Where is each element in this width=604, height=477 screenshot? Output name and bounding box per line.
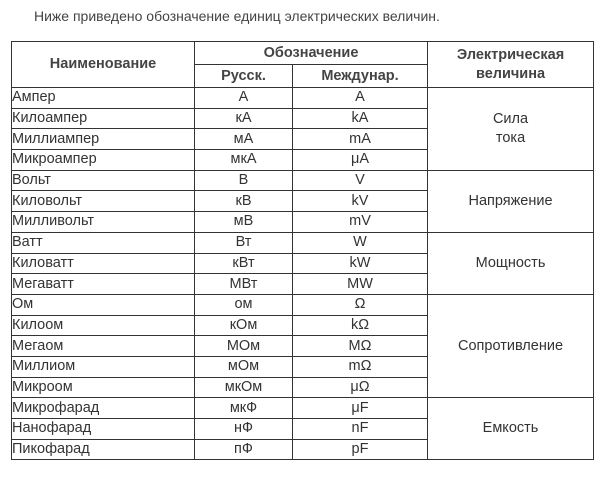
russian-symbol-cell: МВт [195, 274, 293, 295]
unit-name-cell: Мегаватт [12, 274, 195, 295]
international-symbol-cell: W [293, 232, 428, 253]
unit-name-cell: Ом [12, 294, 195, 315]
russian-symbol-cell: кА [195, 108, 293, 129]
table-row [12, 88, 594, 109]
unit-name-cell: Киловольт [12, 191, 195, 212]
international-symbol-cell: mΩ [293, 356, 428, 377]
quantity-label-line: Сила [492, 110, 529, 127]
international-symbol-cell: MΩ [293, 336, 428, 357]
russian-symbol-cell: мкОм [195, 377, 293, 398]
header-name: Наименование [12, 42, 195, 88]
table-row [12, 170, 594, 191]
russian-symbol-cell: мВ [195, 212, 293, 233]
russian-symbol-cell: нФ [195, 419, 293, 440]
russian-symbol-cell: кОм [195, 315, 293, 336]
quantity-cell [428, 294, 594, 397]
russian-symbol-cell: кВ [195, 191, 293, 212]
russian-symbol-cell: пФ [195, 439, 293, 460]
russian-symbol-cell: мкФ [195, 398, 293, 419]
international-symbol-cell: A [293, 88, 428, 109]
international-symbol-cell: mV [293, 212, 428, 233]
international-symbol-cell: V [293, 170, 428, 191]
quantity-label-line: Мощность [475, 254, 546, 271]
russian-symbol-cell: ом [195, 294, 293, 315]
unit-name-cell: Микроом [12, 377, 195, 398]
unit-name-cell: Мегаом [12, 336, 195, 357]
quantity-label-line: Емкость [482, 420, 539, 437]
russian-symbol-cell: мОм [195, 356, 293, 377]
international-symbol-cell: pF [293, 439, 428, 460]
russian-symbol-cell: кВт [195, 253, 293, 274]
header-quantity [428, 42, 594, 88]
unit-name-cell: Киловатт [12, 253, 195, 274]
unit-name-cell: Вольт [12, 170, 195, 191]
international-symbol-cell: mA [293, 129, 428, 150]
russian-symbol-cell: мкА [195, 150, 293, 171]
russian-symbol-cell: А [195, 88, 293, 109]
quantity-label-line: тока [495, 129, 526, 146]
unit-name-cell: Микрофарад [12, 398, 195, 419]
international-symbol-cell: kA [293, 108, 428, 129]
header-russian: Русск. [195, 65, 293, 88]
international-symbol-cell: Ω [293, 294, 428, 315]
quantity-label-line: Напряжение [468, 192, 553, 209]
table-row [12, 232, 594, 253]
unit-name-cell: Милливольт [12, 212, 195, 233]
table-row [12, 294, 594, 315]
quantity-cell [428, 398, 594, 460]
unit-name-cell: Ватт [12, 232, 195, 253]
unit-name-cell: Килоампер [12, 108, 195, 129]
unit-name-cell: Ампер [12, 88, 195, 109]
header-row-1 [12, 42, 594, 65]
unit-name-cell: Нанофарад [12, 419, 195, 440]
russian-symbol-cell: В [195, 170, 293, 191]
quantity-cell [428, 232, 594, 294]
quantity-cell [428, 88, 594, 171]
international-symbol-cell: kW [293, 253, 428, 274]
russian-symbol-cell: МОм [195, 336, 293, 357]
quantity-cell [428, 170, 594, 232]
table-body [12, 88, 594, 460]
international-symbol-cell: kV [293, 191, 428, 212]
units-table [11, 41, 594, 460]
unit-name-cell: Килоом [12, 315, 195, 336]
international-symbol-cell: μF [293, 398, 428, 419]
international-symbol-cell: μΩ [293, 377, 428, 398]
intro-text: Ниже приведено обозначение единиц электрических величин. [34, 8, 440, 24]
header-quantity-line1: Электрическая [456, 46, 565, 63]
unit-name-cell: Пикофарад [12, 439, 195, 460]
quantity-label-line: Сопротивление [458, 337, 564, 354]
international-symbol-cell: nF [293, 419, 428, 440]
header-international: Междунар. [293, 65, 428, 88]
international-symbol-cell: μA [293, 150, 428, 171]
table-row [12, 398, 594, 419]
international-symbol-cell: MW [293, 274, 428, 295]
international-symbol-cell: kΩ [293, 315, 428, 336]
russian-symbol-cell: мА [195, 129, 293, 150]
header-designation: Обозначение [195, 42, 428, 65]
unit-name-cell: Микроампер [12, 150, 195, 171]
russian-symbol-cell: Вт [195, 232, 293, 253]
table-header [12, 42, 594, 88]
header-quantity-line2: величина [475, 65, 546, 82]
unit-name-cell: Миллиом [12, 356, 195, 377]
unit-name-cell: Миллиампер [12, 129, 195, 150]
